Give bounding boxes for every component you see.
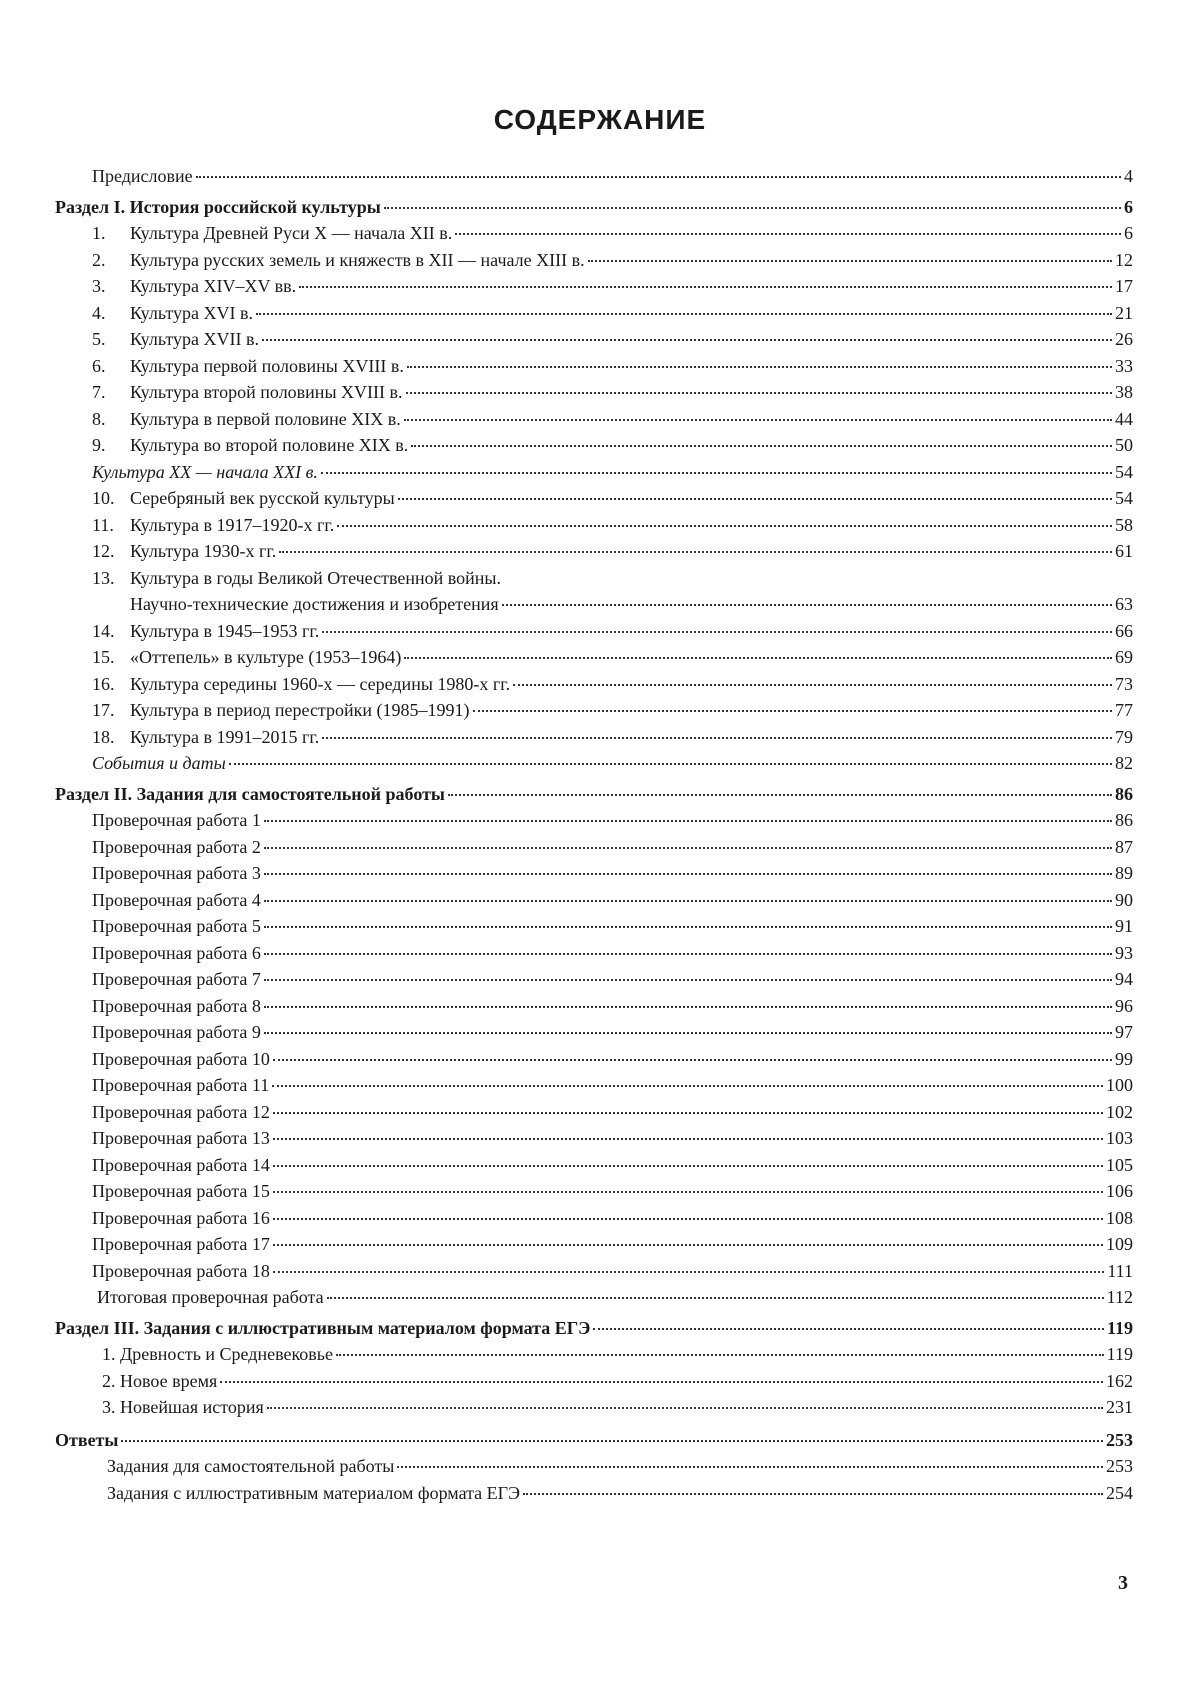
page-title: СОДЕРЖАНИЕ [493,104,707,135]
dot-leader [273,1161,1103,1167]
dot-leader [322,627,1112,633]
toc-entry-pr-14[interactable] [55,1152,1133,1179]
toc-entry-number: 10. [92,488,115,508]
toc-entry-ch-6[interactable] [55,353,1133,380]
dot-leader [273,1240,1103,1246]
dot-leader [262,335,1112,341]
toc-entry-pr-3[interactable] [55,860,1133,887]
toc-entry-page: 112 [1106,1287,1133,1307]
toc-entry-ch-18[interactable] [55,724,1133,751]
toc-entry-title: Проверочная работа 16 [92,1207,270,1228]
dot-leader [279,547,1112,553]
toc-entry-page: 63 [1115,594,1133,614]
toc-entry-page: 94 [1115,969,1133,989]
toc-entry-number: 3. [92,276,106,296]
toc-entry-title: Культура в период перестройки (1985–1991) [130,700,470,720]
toc-entry-title: Итоговая проверочная работа [97,1287,324,1307]
toc-entry-page: 50 [1115,435,1133,455]
toc-entry-ch-17[interactable] [55,697,1133,724]
toc-entry-page: 12 [1115,249,1133,270]
toc-entry-ch-7[interactable] [55,379,1133,406]
toc-entry-page: 102 [1106,1101,1133,1122]
toc-entry-title: 2. Новое время [102,1370,218,1391]
toc-entry-page: 111 [1107,1260,1133,1281]
toc-entry-ch-14[interactable] [55,618,1133,645]
dot-leader [404,653,1112,659]
toc-entry-number: 7. [92,382,106,402]
dot-leader [513,680,1112,686]
toc-entry-number: 6. [92,355,106,376]
dot-leader [264,816,1112,822]
toc-entry-title: Серебряный век русской культуры [130,488,395,508]
toc-entry-section-3[interactable] [55,1315,1133,1342]
toc-entry-pr-16[interactable] [55,1205,1133,1232]
toc-entry-number: 9. [92,435,106,455]
toc-entry-page: 79 [1115,726,1133,747]
toc-entry-title: Проверочная работа 1 [92,810,261,830]
toc-entry-ch-13b[interactable] [55,591,1133,618]
dot-leader [407,362,1112,368]
toc-entry-page: 58 [1115,514,1133,535]
toc-entry-number: 2. [92,249,106,270]
dot-leader [448,790,1112,796]
toc-entry-number: 11. [92,514,114,535]
toc-entry-page: 96 [1115,995,1133,1016]
toc-entry-page: 231 [1106,1397,1133,1417]
toc-entry-page: 254 [1106,1482,1133,1503]
toc-entry-page: 54 [1115,461,1133,482]
toc-entry-page: 91 [1115,916,1133,936]
toc-entry-number: 5. [92,329,106,349]
toc-entry-title: Культура в 1917–1920-х гг. [130,514,335,535]
toc-entry-title: Проверочная работа 17 [92,1234,270,1254]
toc-entry-ch-11[interactable] [55,512,1133,539]
toc-entry-title: Культура в 1991–2015 гг. [130,726,320,747]
toc-entry-pr-8[interactable] [55,993,1133,1020]
toc-entry-title: Проверочная работа 14 [92,1154,270,1175]
dot-leader [411,441,1112,447]
toc-entry-pr-12[interactable] [55,1099,1133,1126]
toc-entry-ans-2[interactable] [55,1480,1133,1507]
dot-leader [273,1267,1104,1273]
toc-entry-section-1[interactable] [55,194,1133,221]
dot-leader [502,600,1112,606]
table-of-contents [55,163,1133,1506]
toc-entry-pr-1[interactable] [55,807,1133,834]
toc-entry-ch-4[interactable] [55,300,1133,327]
dot-leader [588,256,1112,262]
toc-entry-number: 16. [92,673,115,694]
toc-entry-page: 97 [1115,1022,1133,1042]
dot-leader [220,1377,1103,1383]
toc-entry-page: 162 [1106,1370,1133,1391]
toc-entry-page: 100 [1106,1075,1133,1095]
toc-entry-title: Раздел I. История российской культуры [55,196,381,217]
toc-entry-pr-18[interactable] [55,1258,1133,1285]
toc-entry-title: Проверочная работа 6 [92,942,261,963]
toc-entry-pr-9[interactable] [55,1019,1133,1046]
dot-leader [322,733,1112,739]
dot-leader [264,843,1112,849]
toc-entry-title: Культура Древней Руси X — начала XII в. [130,223,453,243]
toc-entry-title: Культура первой половины XVIII в. [130,355,404,376]
toc-entry-ch-3[interactable] [55,273,1133,300]
toc-entry-title: 1. Древность и Средневековье [102,1344,333,1364]
dot-leader [299,282,1112,288]
toc-entry-number: 4. [92,302,106,323]
dot-leader [264,869,1112,875]
toc-entry-title: Культура середины 1960-х — середины 1980-х гг. [130,673,511,694]
toc-entry-ans-1[interactable] [55,1453,1133,1480]
toc-entry-title: Культура 1930-х гг. [130,541,277,561]
toc-entry-page: 89 [1115,863,1133,883]
dot-leader [264,1028,1112,1034]
toc-entry-ch-8[interactable] [55,406,1133,433]
toc-entry-page: 108 [1106,1207,1133,1228]
dot-leader [337,521,1112,527]
toc-entry-number: 13. [92,567,115,588]
toc-entry-page: 103 [1106,1128,1133,1148]
toc-entry-pr-4[interactable] [55,887,1133,914]
dot-leader [264,922,1112,928]
dot-leader [273,1134,1103,1140]
toc-entry-page: 93 [1115,942,1133,963]
toc-entry-title: Задания с иллюстративным материалом формата ЕГЭ [107,1482,520,1503]
toc-entry-page: 6 [1124,223,1133,243]
dot-leader [593,1324,1104,1330]
dot-leader [273,1214,1103,1220]
toc-entry-title: Культура XX — начала XXI в. [92,461,318,482]
toc-entry-page: 44 [1115,408,1133,429]
toc-entry-page: 86 [1115,810,1133,830]
toc-entry-page: 119 [1106,1344,1133,1364]
dot-leader [264,896,1112,902]
toc-entry-title: Проверочная работа 13 [92,1128,270,1148]
dot-leader [264,1002,1112,1008]
toc-entry-page: 106 [1106,1181,1133,1201]
dot-leader [327,1293,1104,1299]
dot-leader [121,1436,1103,1442]
toc-entry-pr-2[interactable] [55,834,1133,861]
dot-leader [264,949,1112,955]
toc-entry-s3-3[interactable] [55,1394,1133,1421]
toc-entry-page: 66 [1115,620,1133,641]
dot-leader [406,388,1112,394]
dot-leader [384,203,1121,209]
toc-entry-ch-16[interactable] [55,671,1133,698]
toc-entry-title: Проверочная работа 4 [92,889,261,910]
toc-entry-page: 99 [1115,1048,1133,1069]
toc-entry-page: 253 [1106,1429,1133,1450]
toc-entry-ch-12[interactable] [55,538,1133,565]
toc-entry-s3-1[interactable] [55,1341,1133,1368]
toc-entry-page: 61 [1115,541,1133,561]
toc-entry-ch-15[interactable] [55,644,1133,671]
toc-entry-page: 54 [1115,488,1133,508]
toc-entry-title: Проверочная работа 15 [92,1181,270,1201]
toc-entry-pr-15[interactable] [55,1178,1133,1205]
dot-leader [267,1403,1103,1409]
toc-entry-title: Культура XIV–XV вв. [130,276,297,296]
toc-entry-title: Раздел III. Задания с иллюстративным материалом формата ЕГЭ [55,1317,591,1338]
toc-entry-ch-10[interactable] [55,485,1133,512]
toc-entry-page: 86 [1115,783,1133,804]
toc-entry-title: «Оттепель» в культуре (1953–1964) [130,647,402,667]
toc-entry-pr-10[interactable] [55,1046,1133,1073]
toc-entry-ch-9[interactable] [55,432,1133,459]
toc-entry-pr-17[interactable] [55,1231,1133,1258]
toc-entry-title: Проверочная работа 10 [92,1048,270,1069]
dot-leader [404,415,1112,421]
toc-entry-page: 26 [1115,329,1133,349]
dot-leader [398,494,1112,500]
toc-entry-title: Культура XVII в. [130,329,259,349]
toc-entry-title: Проверочная работа 3 [92,863,261,883]
toc-entry-title: Культура второй половины XVIII в. [130,382,403,402]
toc-entry-number: 14. [92,620,115,641]
toc-entry-pr-5[interactable] [55,913,1133,940]
dot-leader [264,975,1112,981]
toc-entry-title: Проверочная работа 9 [92,1022,261,1042]
toc-entry-answers[interactable] [55,1427,1133,1454]
toc-entry-title: Задания для самостоятельной работы [107,1456,395,1476]
dot-leader [273,1187,1103,1193]
toc-entry-title: Предисловие [92,166,193,186]
toc-entry-number: 1. [92,223,106,243]
toc-entry-title: Проверочная работа 2 [92,836,261,857]
toc-entry-title: Раздел II. Задания для самостоятельной работы [55,783,445,804]
dot-leader [473,706,1112,712]
toc-entry-title: Научно-технические достижения и изобретения [130,594,499,614]
toc-entry-page: 119 [1106,1317,1133,1338]
toc-entry-title: Культура в 1945–1953 гг. [130,620,320,641]
toc-entry-preface[interactable] [55,163,1133,190]
dot-leader [273,1108,1103,1114]
toc-entry-title: Проверочная работа 11 [92,1075,270,1095]
dot-leader [273,1055,1112,1061]
toc-entry-section-2[interactable] [55,781,1133,808]
toc-entry-title: Проверочная работа 12 [92,1101,270,1122]
dot-leader [336,1350,1104,1356]
toc-entry-s3-2[interactable] [55,1368,1133,1395]
toc-entry-title: Ответы [55,1429,119,1450]
toc-entry-pr-7[interactable] [55,966,1133,993]
dot-leader [256,309,1112,315]
dot-leader [455,229,1121,235]
toc-entry-sub-xx[interactable] [55,459,1133,486]
toc-entry-number: 15. [92,647,115,667]
dot-leader [196,172,1121,178]
toc-entry-number: 17. [92,700,115,720]
toc-entry-title: Культура XVI в. [130,302,253,323]
toc-entry-events[interactable] [55,750,1133,777]
toc-entry-pr-6[interactable] [55,940,1133,967]
dot-leader [523,1489,1103,1495]
toc-entry-number: 18. [92,726,115,747]
toc-entry-page: 33 [1115,355,1133,376]
toc-entry-title: 3. Новейшая история [102,1397,264,1417]
toc-entry-title: Культура в годы Великой Отечественной войны. [130,567,501,588]
toc-entry-page: 69 [1115,647,1133,667]
toc-entry-page: 90 [1115,889,1133,910]
dot-leader [272,1081,1103,1087]
toc-entry-page: 17 [1115,276,1133,296]
toc-entry-title: События и даты [92,753,226,773]
toc-entry-page: 38 [1115,382,1133,402]
toc-entry-page: 87 [1115,836,1133,857]
toc-entry-page: 73 [1115,673,1133,694]
toc-entry-title: Проверочная работа 8 [92,995,261,1016]
toc-entry-title: Проверочная работа 18 [92,1260,270,1281]
toc-entry-number: 8. [92,408,106,429]
toc-entry-page: 21 [1115,302,1133,323]
toc-entry-page: 105 [1106,1154,1133,1175]
page-number: 3 [1118,1572,1128,1594]
toc-entry-page: 6 [1124,196,1133,217]
toc-entry-page: 253 [1106,1456,1133,1476]
toc-entry-page: 109 [1106,1234,1133,1254]
toc-entry-page: 4 [1124,166,1133,186]
dot-leader [397,1462,1103,1468]
toc-entry-title: Проверочная работа 5 [92,916,261,936]
toc-entry-number: 12. [92,541,115,561]
toc-entry-page: 82 [1115,753,1133,773]
dot-leader [229,759,1112,765]
toc-entry-page: 77 [1115,700,1133,720]
toc-entry-title: Культура во второй половине XIX в. [130,435,409,455]
toc-entry-ch-2[interactable] [55,247,1133,274]
toc-entry-pr-13[interactable] [55,1125,1133,1152]
toc-entry-title: Культура в первой половине XIX в. [130,408,401,429]
toc-entry-title: Проверочная работа 7 [92,969,261,989]
toc-entry-title: Культура русских земель и княжеств в XII — начале XIII в. [130,249,585,270]
dot-leader [321,468,1112,474]
toc-entry-pr-final[interactable] [55,1284,1133,1311]
toc-entry-pr-11[interactable] [55,1072,1133,1099]
toc-entry-ch-5[interactable] [55,326,1133,353]
toc-entry-ch-13a[interactable] [55,565,1133,592]
toc-entry-ch-1[interactable] [55,220,1133,247]
